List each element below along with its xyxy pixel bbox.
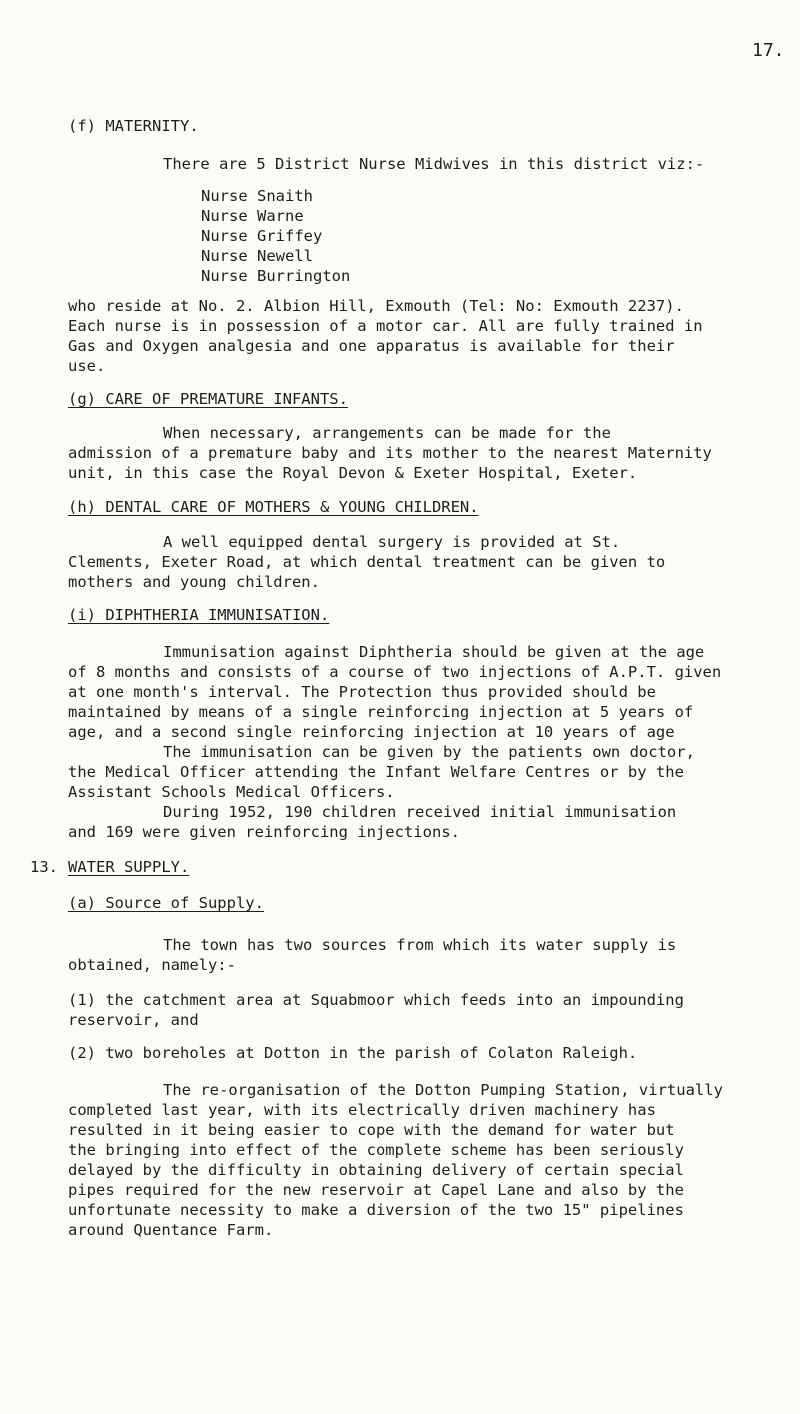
paragraph-line: The town has two sources from which its water supply is: [163, 936, 677, 954]
paragraph-line: completed last year, with its electrically driven machinery has: [68, 1101, 656, 1119]
maternity-intro: There are 5 District Nurse Midwives in this district viz:-: [163, 155, 705, 173]
dental-heading: (h) DENTAL CARE OF MOTHERS & YOUNG CHILDREN.: [68, 498, 479, 516]
paragraph-line: obtained, namely:-: [68, 956, 236, 974]
nurse-name: Nurse Griffey: [201, 227, 323, 245]
paragraph-line: (1) the catchment area at Squabmoor which feeds into an impounding: [68, 991, 684, 1009]
paragraph-line: the Medical Officer attending the Infant Welfare Centres or by the: [68, 763, 684, 781]
paragraph-line: delayed by the difficulty in obtaining delivery of certain special: [68, 1161, 684, 1179]
paragraph-line: (2) two boreholes at Dotton in the parish of Colaton Raleigh.: [68, 1044, 638, 1062]
paragraph-line: A well equipped dental surgery is provided at St.: [163, 533, 621, 551]
paragraph-line: When necessary, arrangements can be made for the: [163, 424, 611, 442]
paragraph-line: at one month's interval. The Protection thus provided should be: [68, 683, 656, 701]
nurse-name: Nurse Burrington: [201, 267, 351, 285]
paragraph-line: the bringing into effect of the complete scheme has been seriously: [68, 1141, 684, 1159]
paragraph-line: use.: [68, 357, 106, 375]
paragraph-line: maintained by means of a single reinforcing injection at 5 years of: [68, 703, 694, 721]
paragraph-line: During 1952, 190 children received initial immunisation: [163, 803, 677, 821]
paragraph-line: reservoir, and: [68, 1011, 199, 1029]
paragraph-line: Clements, Exeter Road, at which dental treatment can be given to: [68, 553, 666, 571]
paragraph-line: mothers and young children.: [68, 573, 320, 591]
premature-heading: (g) CARE OF PREMATURE INFANTS.: [68, 390, 348, 408]
nurse-name: Nurse Newell: [201, 247, 313, 265]
paragraph-line: Gas and Oxygen analgesia and one apparatus is available for their: [68, 337, 675, 355]
paragraph-line: admission of a premature baby and its mother to the nearest Maternity: [68, 444, 712, 462]
water-supply-heading: WATER SUPPLY.: [68, 858, 190, 876]
nurse-name: Nurse Warne: [201, 207, 304, 225]
paragraph-line: Each nurse is in possession of a motor car. All are fully trained in: [68, 317, 703, 335]
maternity-heading: (f) MATERNITY.: [68, 117, 199, 135]
paragraph-line: around Quentance Farm.: [68, 1221, 274, 1239]
paragraph-line: unit, in this case the Royal Devon & Exeter Hospital, Exeter.: [68, 464, 638, 482]
paragraph-line: The re-organisation of the Dotton Pumping Station, virtually: [163, 1081, 723, 1099]
section-number: 13.: [30, 858, 58, 876]
paragraph-line: of 8 months and consists of a course of two injections of A.P.T. given: [68, 663, 722, 681]
paragraph-line: who reside at No. 2. Albion Hill, Exmouth (Tel: No: Exmouth 2237).: [68, 297, 684, 315]
paragraph-line: unfortunate necessity to make a diversion of the two 15" pipelines: [68, 1201, 684, 1219]
paragraph-line: pipes required for the new reservoir at Capel Lane and also by the: [68, 1181, 684, 1199]
diphtheria-heading: (i) DIPHTHERIA IMMUNISATION.: [68, 606, 330, 624]
paragraph-line: The immunisation can be given by the patients own doctor,: [163, 743, 695, 761]
paragraph-line: and 169 were given reinforcing injections.: [68, 823, 460, 841]
paragraph-line: Immunisation against Diphtheria should be given at the age: [163, 643, 705, 661]
paragraph-line: resulted in it being easier to cope with the demand for water but: [68, 1121, 675, 1139]
source-of-supply-subheading: (a) Source of Supply.: [68, 894, 264, 912]
nurse-name: Nurse Snaith: [201, 187, 313, 205]
paragraph-line: age, and a second single reinforcing injection at 10 years of age: [68, 723, 675, 741]
paragraph-line: Assistant Schools Medical Officers.: [68, 783, 395, 801]
page-number: 17.: [752, 40, 785, 61]
